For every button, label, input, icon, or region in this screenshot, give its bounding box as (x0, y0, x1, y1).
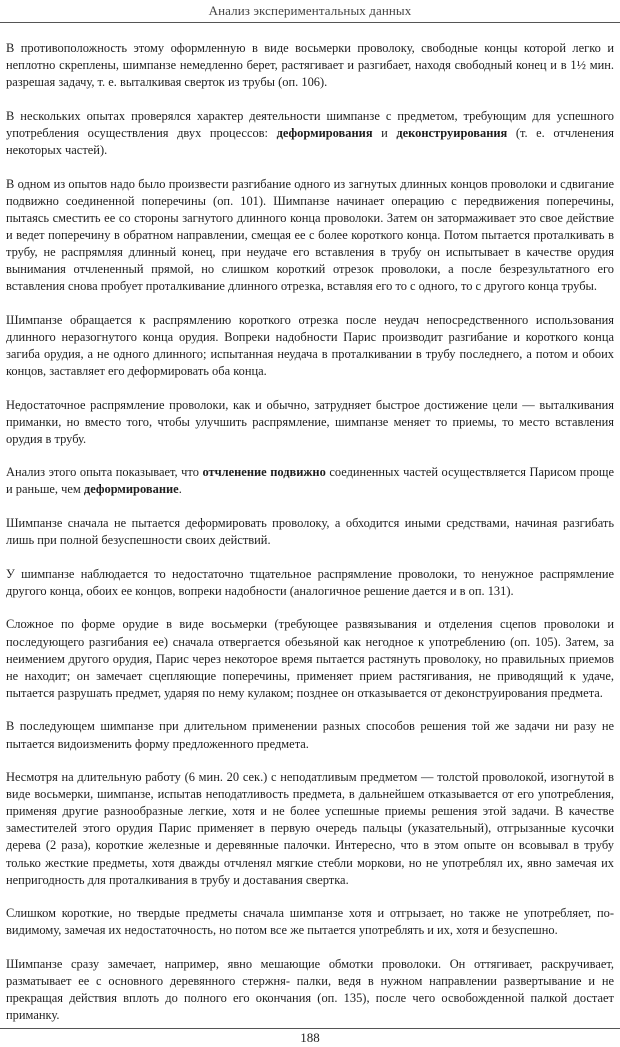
page-number: 188 (300, 1030, 320, 1045)
running-head: Анализ экспериментальных данных (208, 3, 412, 18)
bold-term: деформирование (83, 482, 179, 497)
paragraph-6: Анализ этого опыта показывает, что отчленение подвижно соединенных частей осуществляется Парисом проще и раньше, чем деформирование. (6, 465, 614, 497)
paragraph-4: Шимпанзе обращается к распрямлению короткого отрезка после неудач непосредственного использования длинного неразогнутого конца орудия. Вопреки надобности Парис производит разгибание и короткого конца загиба орудия, а не одного длинного; испытанная неудача в проталкивании в трубу последнего, а потом и обоих концов, заставляет его деформировать оба конца. (6, 312, 614, 378)
page-body (6, 40, 614, 1041)
paragraph-1: В противоположность этому оформленную в виде восьмерки проволоку, свободные концы которой легко и неплотно скреплены, шимпанзе немедленно берет, растягивает и разгибает, находя свободный конец и в 1½ мин. разрешая задачу, т. е. выталкивая сверток из трубы (оп. 106). (6, 41, 614, 90)
paragraph-2: В нескольких опытах проверялся характер деятельности шимпанзе с предметом, требующим для успешного употребления осуществления двух процессов: деформирования и деконструирования (т. е. отчленения некоторых частей). (6, 108, 615, 157)
paragraph-12: Слишком короткие, но твердые предметы сначала шимпанзе хотя и отгрызает, но также не употребляет, по-видимому, замечая их недостаточность, но потом все же пытается употреблять и их, хотя и безуспешно. (6, 906, 614, 938)
paragraph-5: Недостаточное распрямление проволоки, как и обычно, затрудняет быстрое достижение цели — выталкивания приманки, но вместо того, чтобы улучшить распрямление, шимпанзе меняет то приемы, то место вставления орудия в трубу. (6, 397, 614, 446)
paragraph-3: В одном из опытов надо было произвести разгибание одного из загнутых длинных концов проволоки и сдвигание подвижно соединенной поперечины (оп. 101). Шимпанзе начинает операцию с передвижения поперечины, пытаясь сместить ее со стороны загнутого длинного конца проволоки. Затем он затормаживает это свое действие и ведет поперечину в обратном направлении, смещая ее с более короткого конца. Потом пытается проталкивать в трубу, не распрямляя длинный конец, при неудаче его вставления в трубу он испытывает в качестве орудия вынимания отчлененный прямой, но слишком короткий отрезок проволоки, а после безрезультатного его вставления снова пробует проталкивание длинного отрезка, вставляя его то с одного, то с другого конца трубы. (6, 176, 614, 294)
paragraph-13: Шимпанзе сразу замечает, например, явно мешающие обмотки проволоки. Он оттягивает, раскручивает, разматывает ее с основного деревянного стержня- палки, ведя в нужном направлении развертывание и не прекращая действия вплоть до полного его окончания (оп. 135), после чего освобожденной палкой достает приманку. (6, 956, 614, 1023)
bold-term: деформирования (276, 125, 373, 140)
header-divider (0, 22, 620, 23)
bold-term: отчленение подвижно (202, 465, 326, 480)
paragraph-10: В последующем шимпанзе при длительном применении разных способов решения той же задачи ни разу не пытается видоизменить форму предложенного предмета. (6, 719, 614, 751)
paragraph-11: Несмотря на длительную работу (6 мин. 20 сек.) с неподатливым предметом — толстой проволокой, изогнутой в виде восьмерки, шимпанзе, испытав неподатливость предмета, в дальнейшем отказывается от его употребления, применяя другие разнообразные легкие, хотя и не более успешные приемы решения этой задачи. В качестве заместителей этого орудия Парис применяет в первую очередь пальцы (указательный), отгрызанные кусочки дерева (2 раза), короткие железные и деревянные палочки. Интересно, что в этом опыте он всовывал в трубу только жесткие предметы, хотя дважды отчленял мягкие стебли моркови, но не употреблял их, явно замечая их непригодность для проталкивания в трубу и доставания свертка. (6, 770, 614, 887)
paragraph-8: У шимпанзе наблюдается то недостаточно тщательное распрямление проволоки, то ненужное распрямление другого конца, обоих ее концов, вопреки надобности (аналогичное решение дается и в оп. 131). (6, 566, 614, 598)
footer-divider (0, 1028, 620, 1029)
paragraph-7: Шимпанзе сначала не пытается деформировать проволоку, а обходится иными средствами, начиная разгибать лишь при полной безуспешности своих действий. (6, 516, 614, 548)
paragraph-9: Сложное по форме орудие в виде восьмерки (требующее развязывания и отделения сцепов проволоки и последующего разгибания ее) сначала отвергается обезьяной как негодное к употреблению (оп. 105). Затем, за неимением другого орудия, Парис через некоторое время пытается растянуть проволоку, но правильных приемов не находит; он замечает сцепляющие поперечины, применяет прием растягивания, не приводящий к удаче, пытается разрушать предмет, ударяя по нему кулаком; позднее он отказывается от деконструирования предмета. (6, 617, 614, 700)
bold-term: деконструирования (396, 125, 508, 140)
